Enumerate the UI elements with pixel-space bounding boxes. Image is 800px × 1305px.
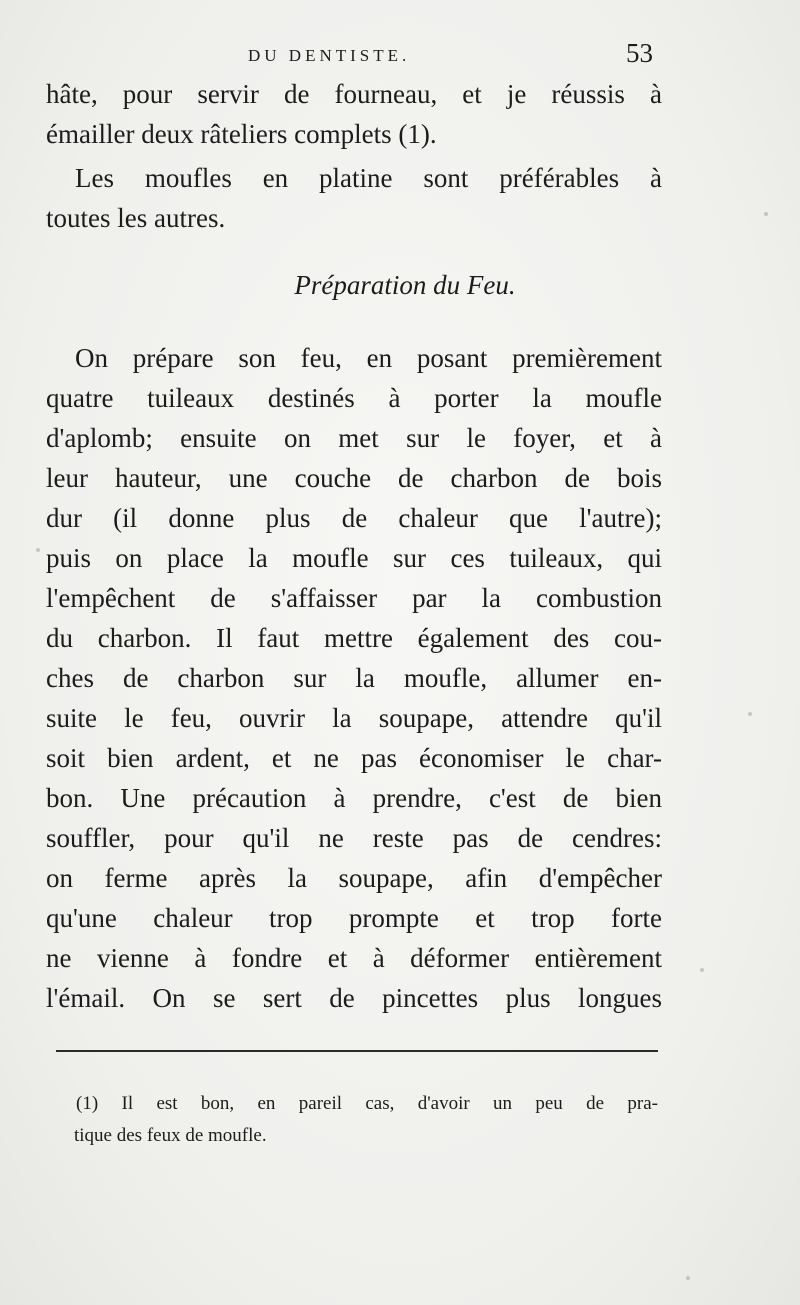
section-heading: Préparation du Feu. <box>294 270 516 300</box>
paragraph-preparation <box>46 338 662 1018</box>
text-line: soit bien ardent, et ne pas économiser le char- <box>46 743 662 773</box>
text-line: quatre tuileaux destinés à porter la moufle <box>46 383 662 413</box>
text-line: émailler deux râteliers complets (1). <box>46 119 437 149</box>
paragraph-platine <box>46 158 662 238</box>
paper-speck <box>764 212 768 216</box>
text-line: du charbon. Il faut mettre également des cou- <box>46 623 662 653</box>
text-line: Les moufles en platine sont préférables à <box>75 163 662 193</box>
footnote <box>76 1088 658 1152</box>
text-line: on ferme après la soupape, afin d'empêcher <box>46 863 662 893</box>
text-line: suite le feu, ouvrir la soupape, attendre qu'il <box>46 703 662 733</box>
text-line: l'émail. On se sert de pincettes plus longues <box>46 983 662 1013</box>
text-line: qu'une chaleur trop prompte et trop forte <box>46 903 662 933</box>
paragraph-continuation <box>46 74 662 154</box>
paper-speck <box>686 1276 690 1280</box>
text-line: puis on place la moufle sur ces tuileaux, qui <box>46 543 662 573</box>
page-number: 53 <box>626 38 653 68</box>
text-line: On prépare son feu, en posant premièrement <box>75 343 662 373</box>
footnote-line: tique des feux de moufle. <box>74 1125 267 1146</box>
text-line: toutes les autres. <box>46 203 226 233</box>
text-line: d'aplomb; ensuite on met sur le foyer, et à <box>46 423 662 453</box>
footnote-divider <box>56 1050 658 1052</box>
text-line: leur hauteur, une couche de charbon de bois <box>46 463 662 493</box>
text-line: l'empêchent de s'affaisser par la combustion <box>46 583 662 613</box>
text-line: ne vienne à fondre et à déformer entièrement <box>46 943 662 973</box>
paper-speck <box>748 712 752 716</box>
text-line: hâte, pour servir de fourneau, et je réussis à <box>46 79 662 109</box>
paper-speck <box>36 548 40 552</box>
text-line: ches de charbon sur la moufle, allumer en- <box>46 663 662 693</box>
text-line: souffler, pour qu'il ne reste pas de cendres: <box>46 823 662 853</box>
paper-speck <box>700 968 704 972</box>
running-header: DU DENTISTE. <box>248 46 411 65</box>
text-line: dur (il donne plus de chaleur que l'autre); <box>46 503 662 533</box>
footnote-line: (1) Il est bon, en pareil cas, d'avoir un peu de pra- <box>76 1093 658 1114</box>
text-line: bon. Une précaution à prendre, c'est de bien <box>46 783 662 813</box>
